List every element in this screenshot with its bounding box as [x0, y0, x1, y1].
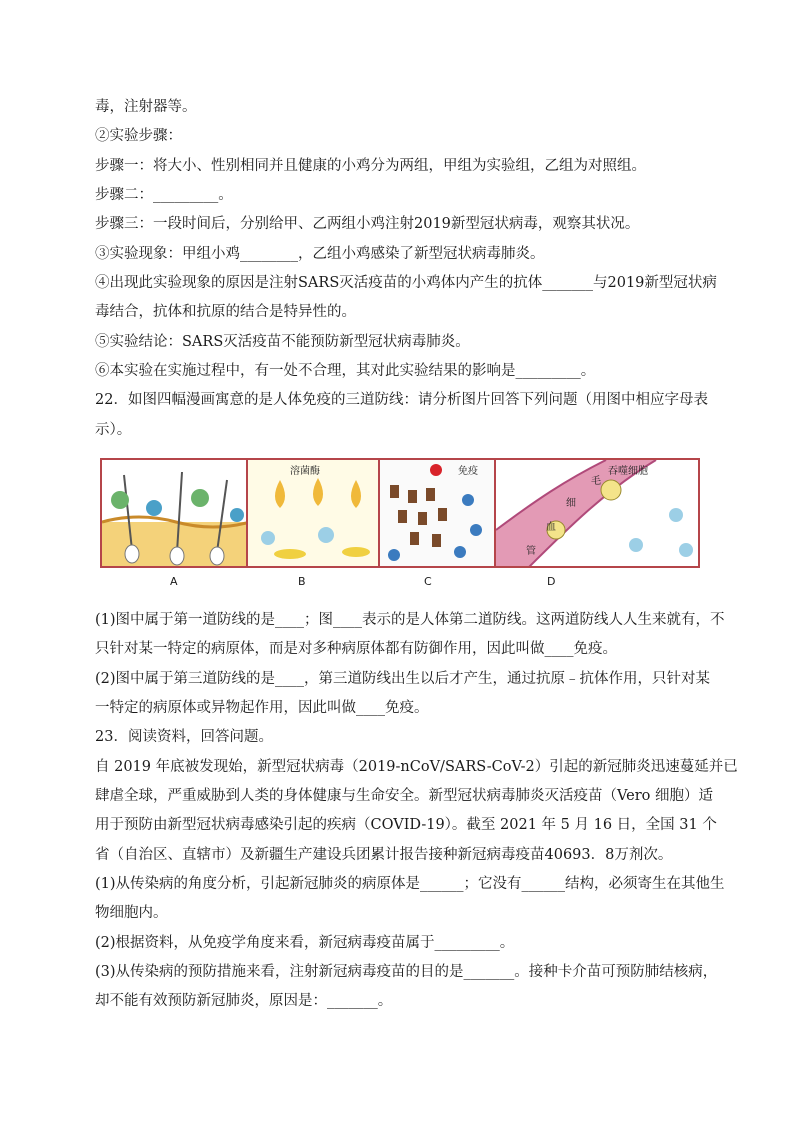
text-line: 物细胞内。 — [95, 905, 168, 921]
text-line: (1)从传染病的角度分析，引起新冠肺炎的病原体是______；它没有______结构，必须寄生在其他生 — [95, 876, 725, 892]
question-22-stem: 示）。 — [95, 422, 132, 438]
panel-c-label: 免疫 — [458, 466, 478, 477]
vessel-char: 血 — [546, 522, 556, 533]
panel-c-immune-response — [378, 458, 496, 568]
caption-b: B — [298, 575, 306, 588]
text-line: ④出现此实验现象的原因是注射SARS灭活疫苗的小鸡体内产生的抗体_______与2019新型冠状病 — [95, 275, 717, 291]
text-line: ⑤实验结论：SARS灭活疫苗不能预防新型冠状病毒肺炎。 — [95, 334, 470, 350]
text-line: ⑥本实验在实施过程中，有一处不合理，其对此实验结果的影响是_________。 — [95, 363, 596, 379]
text-line: 毒结合，抗体和抗原的结合是特异性的。 — [95, 304, 356, 320]
panel-a-skin-barrier — [100, 458, 248, 568]
text-line: (3)从传染病的预防措施来看，注射新冠病毒疫苗的目的是_______。接种卡介苗可预防肺结核病， — [95, 964, 718, 980]
reading-passage: 肆虐全球，严重威胁到人类的身体健康与生命安全。新型冠状病毒肺炎灭活疫苗（Vero 细胞）适 — [95, 788, 713, 804]
panel-d-label: 吞噬细胞 — [608, 466, 648, 477]
question-22-stem: 22．如图四幅漫画寓意的是人体免疫的三道防线：请分析图片回答下列问题（用图中相应字母表 — [95, 392, 708, 408]
text-line: (2)图中属于第三道防线的是____，第三道防线出生以后才产生，通过抗原﹣抗体作用，只针对某 — [95, 671, 711, 687]
panel-d-phagocytes — [494, 458, 700, 568]
text-line: 步骤三：一段时间后，分别给甲、乙两组小鸡注射2019新型冠状病毒，观察其状况。 — [95, 216, 640, 232]
text-line: 毒，注射器等。 — [95, 99, 197, 115]
text-line: 步骤一：将大小、性别相同并且健康的小鸡分为两组，甲组为实验组，乙组为对照组。 — [95, 158, 646, 174]
caption-c: C — [424, 575, 432, 588]
reading-passage: 用于预防由新型冠状病毒感染引起的疾病（COVID-19）。截至 2021 年 5 月 16 日，全国 31 个 — [95, 817, 717, 833]
panel-b-lysozyme — [246, 458, 380, 568]
question-23-stem: 23．阅读资料，回答问题。 — [95, 729, 273, 745]
caption-d: D — [547, 575, 556, 588]
vessel-char: 细 — [566, 498, 576, 509]
immune-defense-figure — [100, 458, 700, 568]
skin-illustration — [102, 460, 248, 568]
text-line: 一特定的病原体或异物起作用，因此叫做____免疫。 — [95, 700, 429, 716]
text-line: 只针对某一特定的病原体，而是对多种病原体都有防御作用，因此叫做____免疫。 — [95, 641, 617, 657]
reading-passage: 自 2019 年底被发现始，新型冠状病毒（2019-nCoV/SARS-CoV-2）引起的新冠肺炎迅速蔓延并已 — [95, 759, 738, 775]
text-line: 步骤二：_________。 — [95, 187, 233, 203]
text-line: ②实验步骤： — [95, 128, 182, 144]
vessel-char: 毛 — [591, 476, 601, 487]
caption-a: A — [170, 575, 178, 588]
reading-passage: 省（自治区、直辖市）及新疆生产建设兵团累计报告接种新冠病毒疫苗40693．8万剂次。 — [95, 847, 673, 863]
immune-army-illustration — [380, 460, 496, 568]
panel-b-label: 溶菌酶 — [290, 466, 320, 477]
text-line: (2)根据资料，从免疫学角度来看，新冠病毒疫苗属于_________。 — [95, 935, 515, 951]
text-line: (1)图中属于第一道防线的是____；图____表示的是人体第二道防线。这两道防线人人生来就有，不 — [95, 612, 725, 628]
text-line: 却不能有效预防新冠肺炎，原因是：_______。 — [95, 993, 393, 1009]
vessel-char: 管 — [526, 546, 536, 557]
text-line: ③实验现象：甲组小鸡________，乙组小鸡感染了新型冠状病毒肺炎。 — [95, 246, 545, 262]
